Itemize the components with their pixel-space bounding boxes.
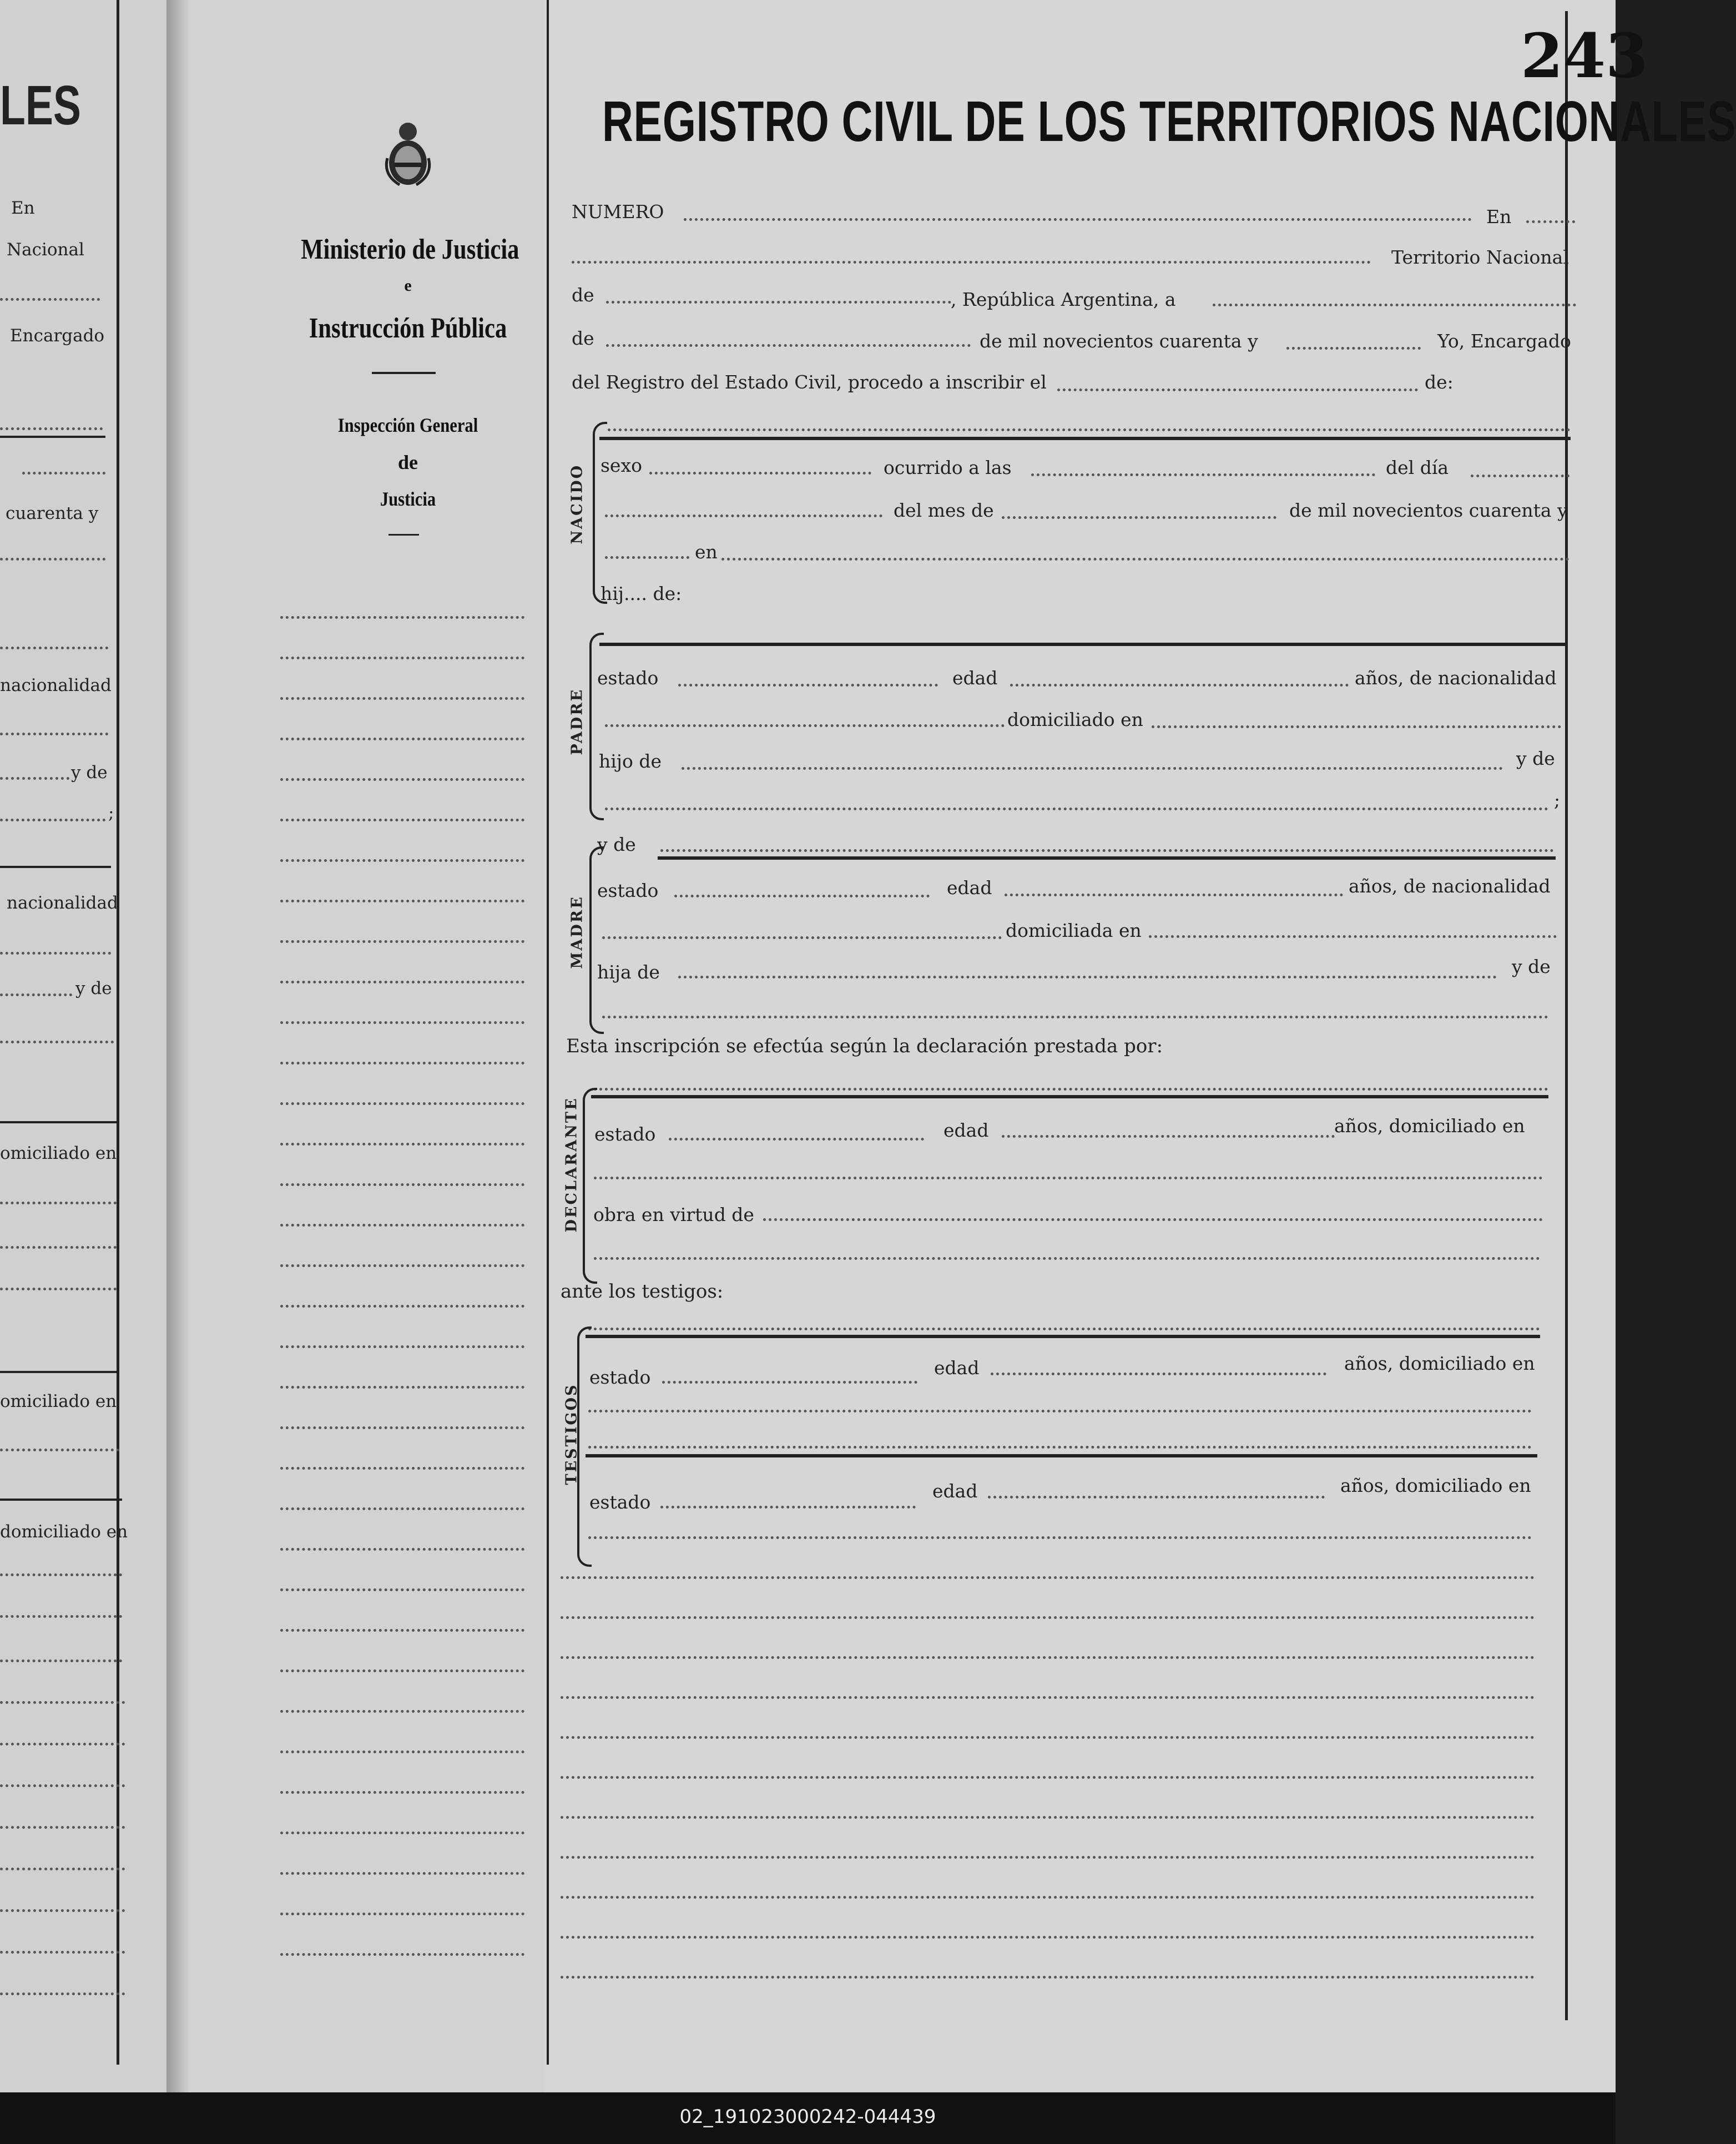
- padre-rule: [599, 643, 1565, 646]
- side-dotted-line[interactable]: [280, 1791, 524, 1794]
- testigo1-estado-field[interactable]: [662, 1381, 917, 1384]
- notes-dotted-line[interactable]: [561, 1696, 1535, 1699]
- left-dotted-line: [0, 298, 100, 301]
- testigo2-edad-field[interactable]: [988, 1496, 1325, 1499]
- territorio-field[interactable]: [572, 261, 1371, 264]
- mes-nacido-field[interactable]: [1002, 516, 1276, 519]
- republica-label: , República Argentina, a: [951, 289, 1176, 310]
- left-dotted-line: [0, 1615, 122, 1618]
- side-dotted-line[interactable]: [280, 981, 524, 983]
- side-dotted-line[interactable]: [280, 738, 524, 740]
- padre-padres-field-2[interactable]: [605, 808, 1548, 810]
- madre-label: MADRE: [568, 895, 586, 969]
- side-dotted-line[interactable]: [280, 940, 524, 943]
- madre-domicilio-field[interactable]: [1149, 935, 1557, 938]
- madre-estado-field[interactable]: [674, 895, 930, 897]
- left-dotted-line: [0, 1992, 125, 1995]
- left-dotted-line: [22, 472, 105, 475]
- notes-dotted-line[interactable]: [561, 1736, 1535, 1739]
- testigos-rule-1: [586, 1335, 1540, 1338]
- side-dotted-line[interactable]: [280, 697, 524, 700]
- testigo2-domicilio-field[interactable]: [588, 1536, 1532, 1539]
- anio-field[interactable]: [1286, 347, 1421, 350]
- left-line: Nacional: [7, 240, 84, 260]
- left-dotted-line: [0, 1784, 125, 1787]
- declarante-name-field[interactable]: [594, 1088, 1548, 1091]
- testigo1-edad-label: edad: [934, 1357, 980, 1379]
- de-mil-label: de mil novecientos cuarenta y: [1289, 500, 1568, 521]
- padre-domicilio-field[interactable]: [1152, 725, 1561, 728]
- declarante-edad-field[interactable]: [1002, 1135, 1335, 1138]
- left-dotted-line: [0, 427, 103, 430]
- sexo-label: sexo: [600, 455, 642, 476]
- notes-dotted-line[interactable]: [561, 1816, 1535, 1819]
- madre-padres-field[interactable]: [678, 976, 1497, 978]
- left-dotted-line: [0, 1659, 122, 1662]
- side-dotted-line[interactable]: [280, 1953, 524, 1956]
- numero-field[interactable]: [684, 218, 1472, 221]
- padre-nacionalidad-field[interactable]: [605, 724, 1005, 727]
- inspection-line-3: Justicia: [380, 488, 436, 510]
- left-line: y de: [75, 978, 112, 998]
- side-dotted-line[interactable]: [280, 819, 524, 821]
- left-page-border: [117, 0, 119, 2065]
- padre-brace: [589, 633, 604, 820]
- numero-label: NUMERO: [572, 201, 664, 223]
- side-dotted-line[interactable]: [280, 1426, 524, 1429]
- testigo2-estado-field[interactable]: [660, 1506, 916, 1509]
- de-field[interactable]: [606, 301, 951, 304]
- nacido-label: NACIDO: [568, 463, 586, 544]
- notes-dotted-line[interactable]: [561, 1776, 1535, 1779]
- ministry-line-1: Ministerio de Justicia: [301, 234, 519, 265]
- left-line: nacionalidad: [0, 675, 112, 695]
- testigos-label: TESTIGOS: [563, 1383, 581, 1485]
- de-label-2: de: [572, 327, 594, 349]
- notes-dotted-line[interactable]: [561, 1936, 1535, 1939]
- left-line: omiciliado en: [0, 1143, 117, 1163]
- ministry-line-2: e: [404, 276, 412, 295]
- side-dotted-line[interactable]: [280, 1629, 524, 1632]
- declarante-label: DECLARANTE: [563, 1097, 581, 1233]
- side-dotted-line[interactable]: [280, 859, 524, 862]
- notes-dotted-line[interactable]: [561, 1976, 1535, 1979]
- testigo2-anos-label: años, domiciliado en: [1340, 1475, 1531, 1496]
- left-dotted-line: [0, 1449, 119, 1451]
- nacido-brace: [593, 422, 607, 604]
- madre-anos-label: años, de nacionalidad: [1349, 875, 1551, 897]
- dia-extra-field[interactable]: [605, 514, 882, 517]
- left-dotted-line: [0, 1743, 125, 1746]
- side-dotted-line[interactable]: [280, 778, 524, 781]
- left-dotted-line: [0, 1246, 117, 1249]
- anio-nacido-field[interactable]: [605, 556, 689, 559]
- side-dotted-line[interactable]: [280, 1832, 524, 1834]
- left-rule: [0, 866, 111, 868]
- dia-field[interactable]: [1471, 475, 1570, 477]
- mes-field[interactable]: [606, 344, 971, 347]
- padre-anos-label: años, de nacionalidad: [1355, 667, 1557, 689]
- left-rule: [0, 1371, 119, 1373]
- declarante-domicilio-field[interactable]: [594, 1177, 1543, 1179]
- left-dotted-line: [0, 1041, 114, 1043]
- padre-y-de-label: y de: [1516, 748, 1555, 769]
- madre-domiciliada-label: domiciliada en: [1006, 920, 1142, 941]
- left-dotted-line: [0, 1288, 117, 1290]
- del-mes-label: del mes de: [894, 500, 994, 521]
- yo-encargado-label: Yo, Encargado: [1437, 330, 1571, 352]
- left-dotted-line: [0, 647, 108, 649]
- left-dotted-line: [0, 819, 105, 821]
- madre-edad-field[interactable]: [1005, 894, 1343, 896]
- left-rule: [0, 1121, 117, 1123]
- left-dotted-line: [0, 1701, 125, 1704]
- testigo2-edad-label: edad: [932, 1480, 978, 1502]
- notes-dotted-line[interactable]: [561, 1576, 1535, 1579]
- side-dotted-line[interactable]: [280, 1669, 524, 1672]
- testigo1-anos-label: años, domiciliado en: [1344, 1353, 1535, 1374]
- ocurrido-label: ocurrido a las: [884, 457, 1012, 478]
- side-dotted-line[interactable]: [280, 657, 524, 659]
- sexo-field[interactable]: [649, 472, 871, 475]
- inspection-divider: [388, 534, 419, 536]
- left-line: cuarenta y: [6, 503, 99, 523]
- side-dotted-line[interactable]: [280, 900, 524, 902]
- madre-padres-field-2[interactable]: [602, 1016, 1548, 1018]
- padre-edad-field[interactable]: [1010, 684, 1349, 687]
- notes-dotted-line[interactable]: [561, 1856, 1535, 1859]
- side-dotted-line[interactable]: [280, 1386, 524, 1389]
- book-gutter: [166, 0, 189, 2092]
- padre-hijo-de-label: hijo de: [599, 750, 662, 772]
- side-dotted-line[interactable]: [280, 1345, 524, 1348]
- side-dotted-line[interactable]: [280, 1467, 524, 1470]
- inscribir-field[interactable]: [1057, 389, 1418, 391]
- main-page-left-border: [547, 0, 549, 2065]
- left-dotted-line: [0, 558, 105, 561]
- left-rule: [0, 1499, 122, 1501]
- madre-hija-de-label: hija de: [597, 961, 660, 983]
- notes-dotted-line[interactable]: [561, 1896, 1535, 1899]
- side-dotted-line[interactable]: [280, 1588, 524, 1591]
- en-field[interactable]: [1526, 220, 1575, 223]
- madre-rule: [658, 856, 1556, 860]
- declarante-obra-field-2[interactable]: [594, 1257, 1540, 1260]
- left-line: En: [11, 198, 35, 218]
- padre-estado-field[interactable]: [678, 684, 938, 687]
- side-dotted-line[interactable]: [280, 1548, 524, 1551]
- declarante-brace: [583, 1088, 597, 1284]
- lugar-nacido-field[interactable]: [721, 558, 1570, 561]
- left-dotted-line: [0, 1909, 125, 1912]
- declarante-estado-label: estado: [594, 1123, 656, 1145]
- en-nacido-label: en: [695, 541, 718, 563]
- form-title: REGISTRO CIVIL DE LOS TERRITORIOS NACIONALES: [602, 89, 1736, 153]
- padre-padres-field[interactable]: [682, 767, 1503, 770]
- side-dotted-line[interactable]: [280, 616, 524, 619]
- left-dotted-line: [0, 733, 108, 735]
- madre-nacionalidad-field[interactable]: [602, 936, 1002, 939]
- de-label: de: [572, 284, 594, 306]
- testigo1-edad-field[interactable]: [991, 1373, 1326, 1375]
- padre-label: PADRE: [568, 688, 586, 755]
- declarante-rule: [591, 1095, 1548, 1098]
- ante-testigos-label: ante los testigos:: [561, 1280, 724, 1303]
- side-dotted-line[interactable]: [280, 1305, 524, 1308]
- declarante-estado-field[interactable]: [669, 1138, 924, 1141]
- side-dotted-line[interactable]: [280, 1913, 524, 1915]
- testigo1-domicilio-field[interactable]: [588, 1410, 1532, 1412]
- left-dotted-line: [0, 1202, 117, 1204]
- padre-edad-label: edad: [952, 667, 998, 689]
- left-page: [0, 0, 166, 2092]
- side-dotted-line[interactable]: [280, 1224, 524, 1227]
- nacido-name-field[interactable]: [608, 428, 1571, 431]
- footer-bar: [0, 2092, 1616, 2144]
- inspection-line-2: de: [398, 451, 418, 473]
- ministry-divider: [372, 372, 436, 374]
- side-dotted-line[interactable]: [280, 1710, 524, 1713]
- madre-y-de-label-2: y de: [1512, 956, 1551, 977]
- left-dotted-line: [0, 1951, 125, 1954]
- mil-novecientos-label: de mil novecientos cuarenta y: [980, 330, 1258, 352]
- nacido-rule: [599, 437, 1571, 440]
- folio-number: 243: [1521, 20, 1648, 92]
- ministry-line-3: Instrucción Pública: [309, 312, 507, 344]
- left-dotted-line: [0, 1573, 122, 1576]
- madre-estado-label: estado: [597, 880, 659, 901]
- left-dotted-line: [0, 993, 72, 996]
- notes-dotted-line[interactable]: [561, 1656, 1535, 1659]
- padre-domiciliado-label: domiciliado en: [1007, 709, 1143, 730]
- declarante-anos-label: años, domiciliado en: [1334, 1115, 1525, 1137]
- left-dotted-line: [0, 1826, 125, 1829]
- testigo1-estado-label: estado: [589, 1366, 651, 1388]
- left-dotted-line: [0, 952, 111, 955]
- del-dia-label: del día: [1386, 457, 1449, 478]
- notes-dotted-line[interactable]: [561, 1616, 1535, 1619]
- inspection-line-1: Inspección General: [337, 414, 478, 436]
- footer-filename: 02_191023000242-044439: [679, 2106, 936, 2128]
- declarante-obra-label: obra en virtud de: [593, 1204, 754, 1225]
- declaracion-label: Esta inscripción se efectúa según la declaración prestada por:: [566, 1035, 1163, 1057]
- left-line: ;: [108, 803, 114, 823]
- left-line: Encargado: [10, 326, 105, 346]
- left-dotted-line: [0, 1868, 125, 1870]
- testigo1-name-field[interactable]: [588, 1328, 1540, 1330]
- padre-semicolon: ;: [1554, 789, 1561, 811]
- testigos-rule-2: [586, 1454, 1537, 1457]
- testigo2-name-field[interactable]: [588, 1446, 1532, 1449]
- side-dotted-line[interactable]: [280, 1872, 524, 1875]
- left-line: domiciliado en: [0, 1522, 128, 1542]
- madre-brace: [589, 846, 604, 1034]
- declarante-edad-label: edad: [943, 1119, 989, 1141]
- madre-edad-label: edad: [947, 877, 992, 899]
- padre-estado-label: estado: [597, 667, 659, 689]
- side-dotted-line[interactable]: [280, 1143, 524, 1146]
- left-line: y de: [71, 763, 108, 783]
- territorio-nacional-label: Territorio Nacional: [1391, 246, 1569, 268]
- side-dotted-line[interactable]: [280, 1062, 524, 1065]
- side-dotted-line[interactable]: [280, 1507, 524, 1510]
- left-line: nacionalidad: [7, 893, 118, 913]
- en-label: En: [1486, 206, 1512, 228]
- madre-nombre-field[interactable]: [660, 849, 1554, 852]
- left-dotted-line: [0, 777, 69, 780]
- side-dotted-line[interactable]: [280, 1021, 524, 1024]
- side-dotted-line[interactable]: [280, 1264, 524, 1267]
- side-dotted-line[interactable]: [280, 1183, 524, 1186]
- declarante-obra-field[interactable]: [763, 1218, 1543, 1221]
- de-colon-label: de:: [1425, 371, 1454, 393]
- hij-de-label: hij.... de:: [600, 583, 682, 604]
- madre-y-de-label: y de: [597, 834, 636, 855]
- testigo2-estado-label: estado: [589, 1491, 651, 1513]
- main-page-right-border: [1565, 11, 1568, 2020]
- coat-of-arms-icon: [383, 119, 433, 189]
- del-registro-label: del Registro del Estado Civil, procedo a inscribir el: [572, 371, 1047, 393]
- side-dotted-line[interactable]: [280, 1102, 524, 1105]
- side-dotted-line[interactable]: [280, 1750, 524, 1753]
- left-line: omiciliado en: [0, 1391, 117, 1411]
- left-heading: LES: [0, 74, 81, 137]
- hora-field[interactable]: [1031, 473, 1375, 476]
- fecha-field[interactable]: [1213, 304, 1576, 306]
- left-rule: [0, 436, 105, 438]
